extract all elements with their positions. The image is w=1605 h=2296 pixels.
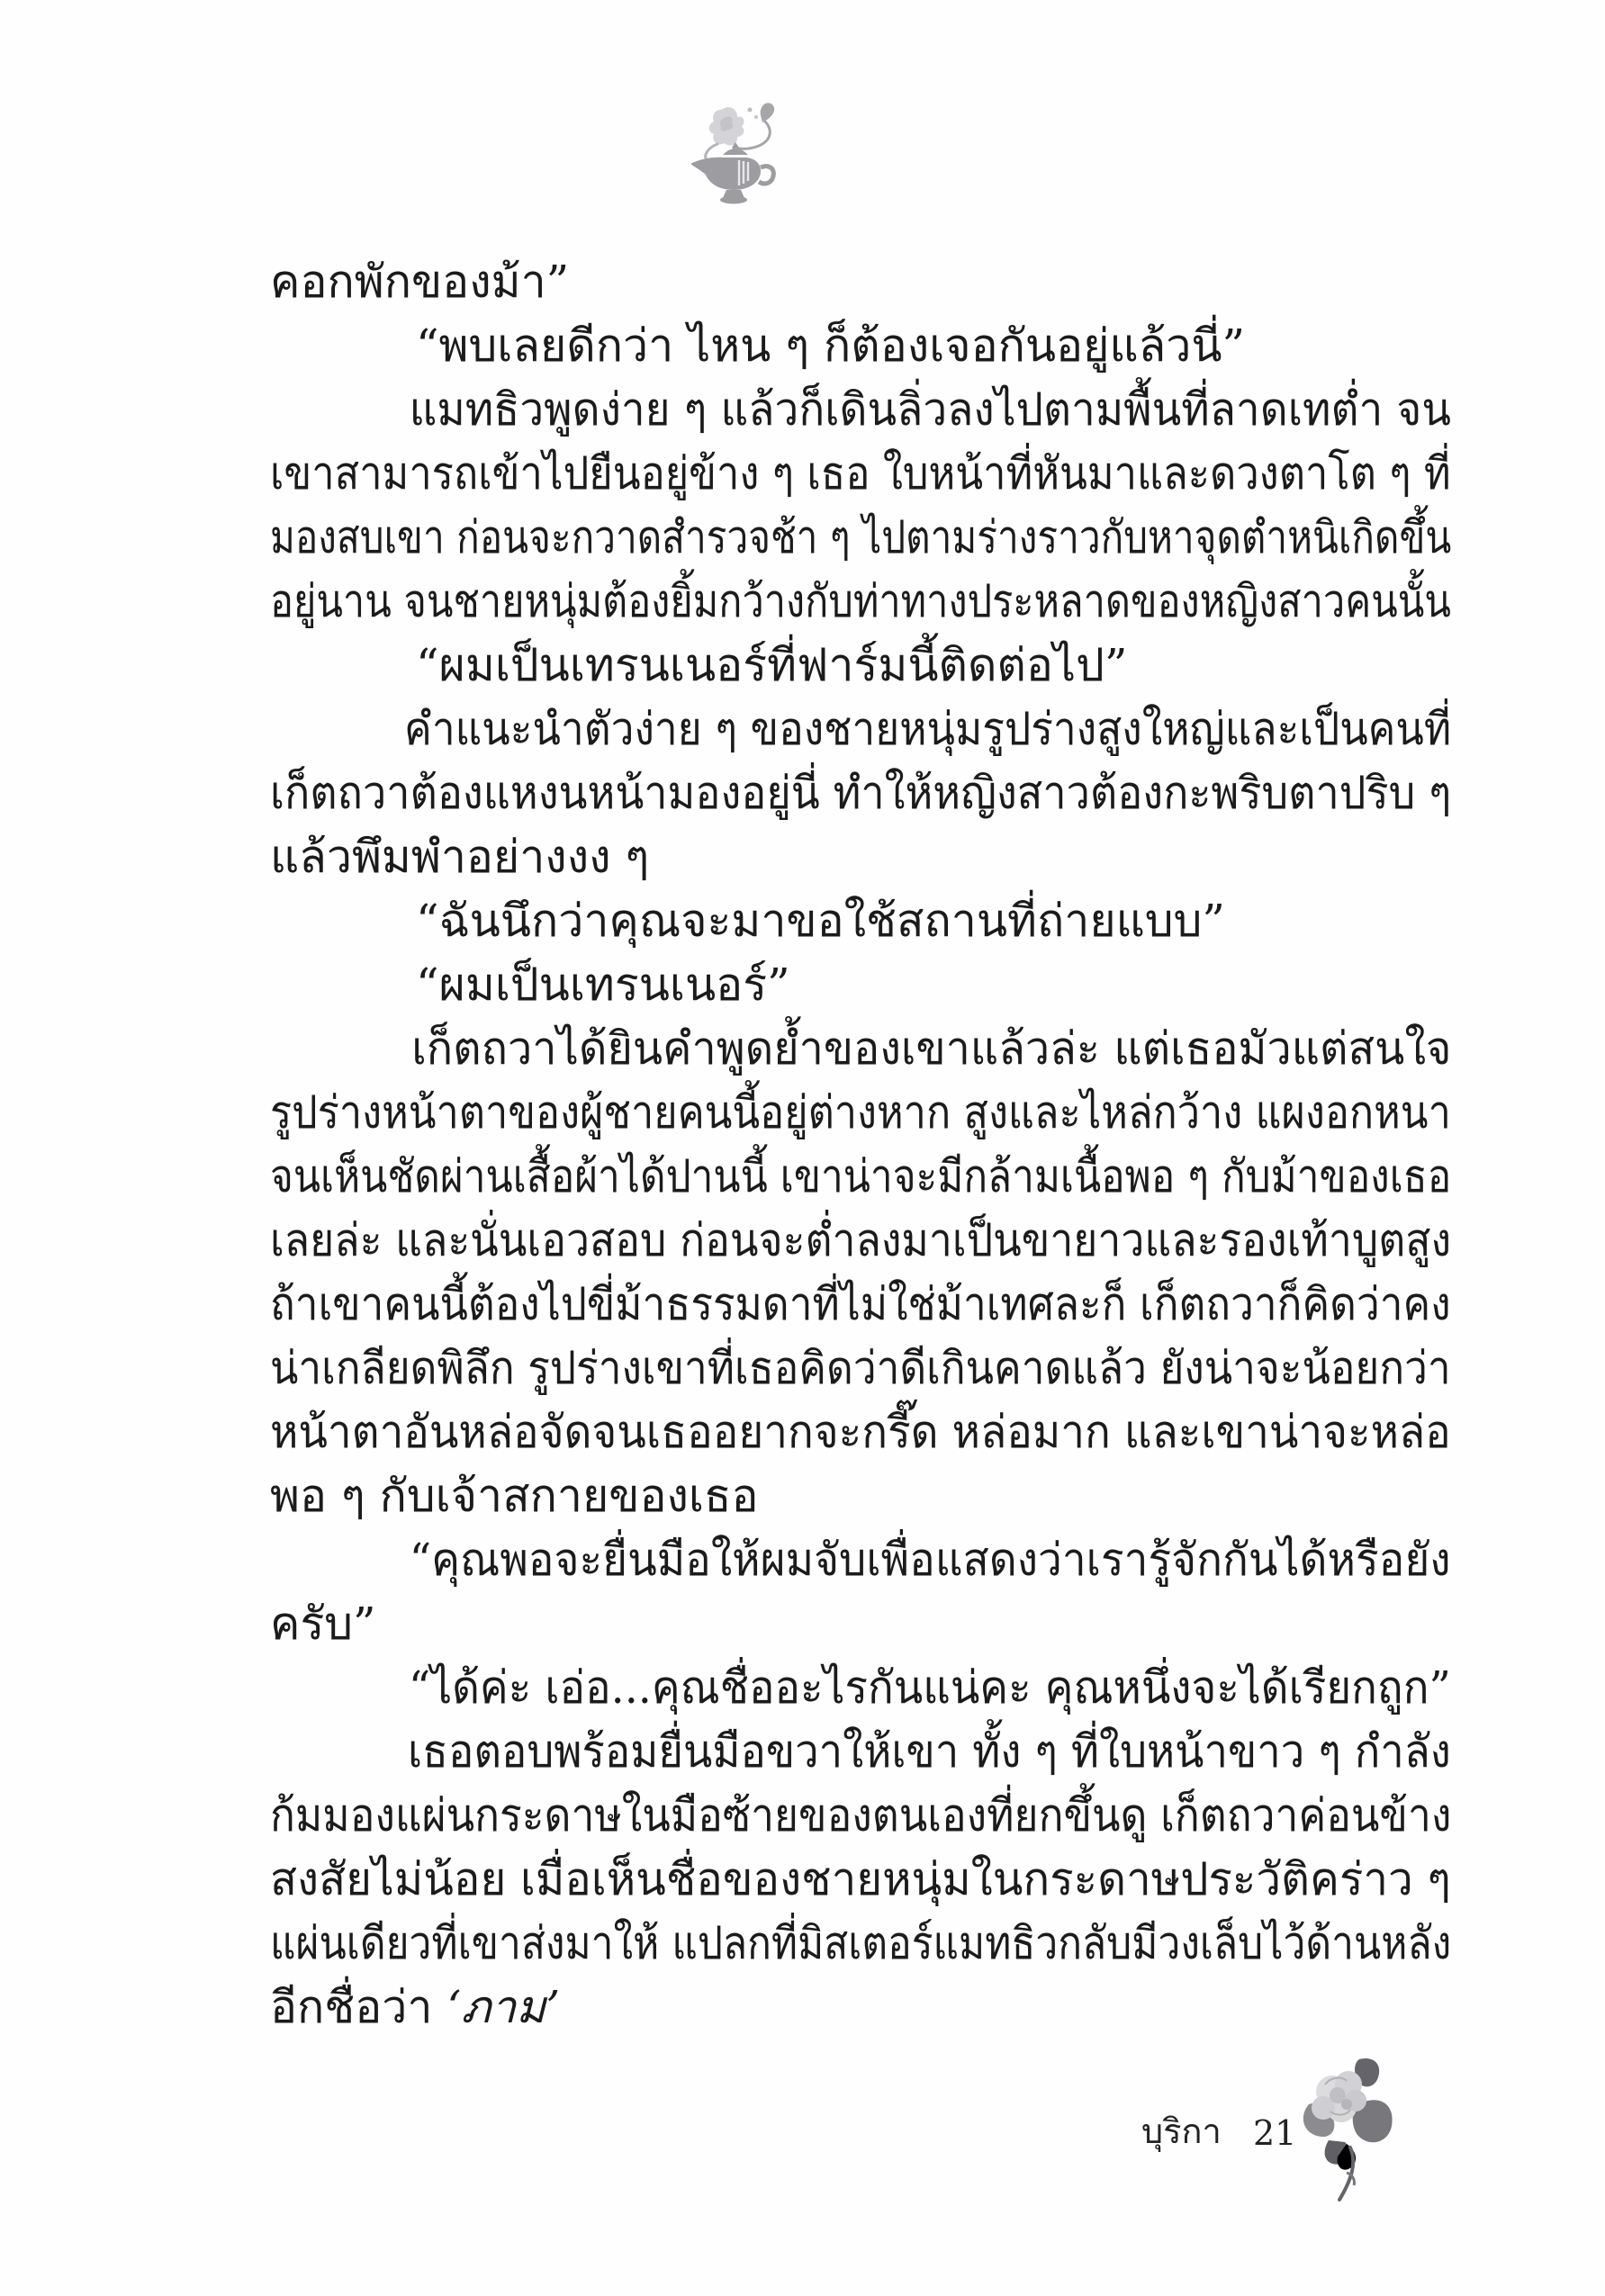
text-line: เก็ตถวาได้ยินคำพูดย้ำของเขาแล้วล่ะ แต่เธอมัวแต่สนใจ [411,1022,1452,1075]
text-line: “ฉันนึกว่าคุณจะมาขอใช้สถานที่ถ่ายแบบ” [416,895,1225,947]
text-line: คำแนะนำตัวง่าย ๆ ของชายหนุ่มรูปร่างสูงใหญ่และเป็นคนที่ [404,703,1452,755]
text-line: “ผมเป็นเทรนเนอร์” [416,959,790,1011]
text-line: “คุณพอจะยื่นมือให้ผมจับเพื่อแสดงว่าเรารู้จักกันได้หรือยัง [409,1534,1451,1586]
text-line-prefix: อีกชื่อว่า [270,1981,447,2033]
text-line: หน้าตาอันหล่อจัดจนเธออยากจะกรี๊ด หล่อมาก และเขาน่าจะหล่อ [270,1406,1451,1458]
page-footer [0,2104,1605,2248]
text-line: เธอตอบพร้อมยื่นมือขวาให้เขา ทั้ง ๆ ที่ใบหน้าขาว ๆ กำลัง [408,1725,1451,1778]
text-line: อยู่นาน จนชายหนุ่มต้องยิ้มกว้างกับท่าทางประหลาดของหญิงสาวคนนั้น [270,575,1451,627]
footer-page-number: 21 [1253,2113,1297,2153]
text-line: ถ้าเขาคนนี้ต้องไปขี่ม้าธรรมดาที่ไม่ใช่ม้าเทศละก็ เก็ตถวาก็คิดว่าคง [270,1278,1451,1330]
text-line: แล้วพึมพำอย่างงง ๆ [270,831,650,883]
footer-book-title: บุริกา [1141,2111,1222,2151]
character-name-emphasis: ‘ภาม’ [446,1981,561,2033]
text-line: จนเห็นชัดผ่านเสื้อผ้าได้ปานนี้ เขาน่าจะมีกล้ามเนื้อพอ ๆ กับม้าของเธอ [270,1150,1452,1202]
text-line: เก็ตถวาต้องแหงนหน้ามองอยู่นี่ ทำให้หญิงสาวต้องกะพริบตาปริบ ๆ [270,767,1452,819]
text-line: “ผมเป็นเทรนเนอร์ที่ฟาร์มนี้ติดต่อไป” [416,639,1128,691]
text-line: พอ ๆ กับเจ้าสกายของเธอ [270,1470,759,1522]
rose-flower-icon [1294,2057,1402,2206]
text-line: “ได้ค่ะ เอ่อ...คุณชื่ออะไรกันแน่คะ คุณหนึ่งจะได้เรียกถูก” [408,1661,1451,1714]
text-line: เลยล่ะ และนั่นเอวสอบ ก่อนจะต่ำลงมาเป็นขายาวและรองเท้าบูตสูง [270,1214,1452,1266]
text-line: น่าเกลียดพิลึก รูปร่างเขาที่เธอคิดว่าดีเกินคาดแล้ว ยังน่าจะน้อยกว่า [270,1342,1451,1394]
text-line: ก้มมองแผ่นกระดาษในมือซ้ายของตนเองที่ยกขึ้นดู เก็ตถวาค่อนข้าง [270,1789,1452,1841]
teapot-steam-ornament [687,97,781,223]
text-line: มองสบเขา ก่อนจะกวาดสำรวจช้า ๆ ไปตามร่างราวกับหาจุดตำหนิเกิดขึ้น [270,511,1452,563]
text-line: แผ่นเดียวที่เขาส่งมาให้ แปลกที่มิสเตอร์แมทธิวกลับมีวงเล็บไว้ด้านหลัง [270,1917,1452,1969]
teapot-icon [687,97,781,223]
text-line: สงสัยไม่น้อย เมื่อเห็นชื่อของชายหนุ่มในกระดาษประวัติคร่าว ๆ [270,1853,1451,1905]
text-line: รูปร่างหน้าตาของผู้ชายคนนี้อยู่ต่างหาก สูงและไหล่กว้าง แผงอกหนา [270,1086,1451,1139]
text-line: ครับ” [270,1598,376,1650]
text-line: “พบเลยดีกว่า ไหน ๆ ก็ต้องเจอกันอยู่แล้วนี่” [416,320,1246,372]
text-line [270,1976,1451,2039]
rose-flower-ornament [1294,2057,1402,2206]
text-line: เขาสามารถเข้าไปยืนอยู่ข้าง ๆ เธอ ใบหน้าที่หันมาและดวงตาโต ๆ ที่ [270,447,1451,500]
text-line: แมทธิวพูดง่าย ๆ แล้วก็เดินลิ่วลงไปตามพื้นที่ลาดเทต่ำ จน [409,383,1451,436]
body-text [270,250,1451,2039]
text-line: คอกพักของม้า” [270,256,570,308]
